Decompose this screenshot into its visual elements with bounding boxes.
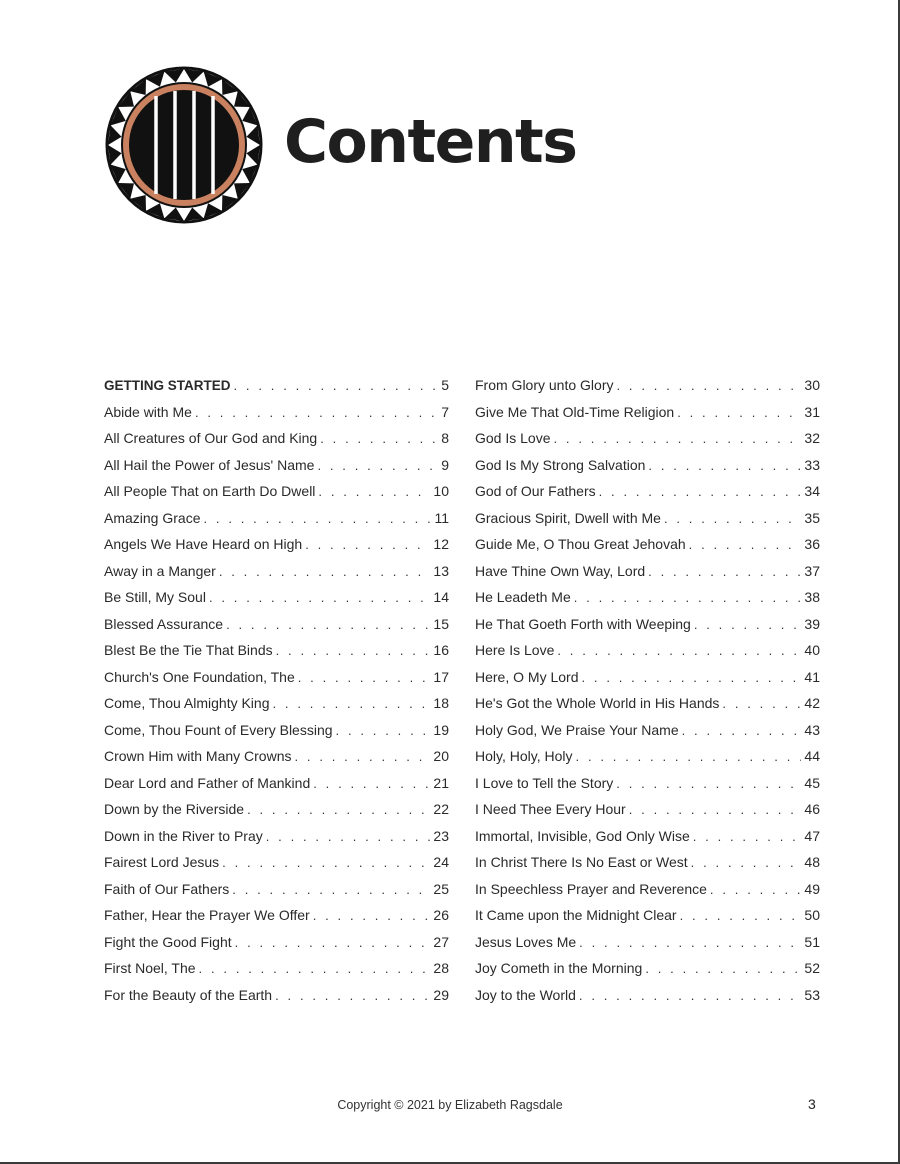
toc-entry-page: 21: [433, 774, 449, 791]
toc-entry[interactable]: [104, 690, 449, 717]
page-number: 3: [808, 1096, 816, 1112]
toc-entry-title: Joy to the World: [475, 986, 576, 1003]
toc-entry-page: 8: [441, 430, 449, 446]
toc-entry-page: 13: [433, 562, 449, 579]
toc-entry-title: He Leadeth Me: [475, 589, 571, 605]
toc-entry-title: Holy, Holy, Holy: [475, 748, 573, 764]
toc-entry[interactable]: [104, 372, 449, 399]
toc-entry[interactable]: [475, 531, 820, 558]
toc-entry-title: First Noel, The: [104, 960, 196, 976]
toc-entry-title: God Is Love: [475, 430, 551, 446]
toc-entry-title: Here, O My Lord: [475, 668, 579, 685]
guitar-soundhole-icon: [104, 66, 264, 224]
toc-entry[interactable]: [475, 425, 820, 452]
toc-entry-title: Father, Hear the Prayer We Offer: [104, 907, 310, 923]
dot-leader: [616, 771, 801, 798]
toc-entry-title: Amazing Grace: [104, 509, 201, 526]
toc-entry[interactable]: [104, 531, 449, 558]
toc-entry-page: 48: [804, 854, 820, 870]
toc-entry-title: GETTING STARTED: [104, 378, 231, 393]
toc-entry-page: 28: [433, 960, 449, 976]
page-title: Contents: [284, 107, 577, 177]
toc-entry-title: Down in the River to Pray: [104, 827, 263, 844]
toc-entry[interactable]: [475, 955, 820, 982]
toc-entry[interactable]: [475, 611, 820, 638]
toc-entry-page: 35: [804, 509, 820, 526]
dot-leader: [677, 400, 801, 427]
toc-entry[interactable]: [104, 876, 449, 903]
toc-entry-title: Fairest Lord Jesus: [104, 854, 220, 870]
toc-entry[interactable]: [104, 717, 449, 744]
toc-entry-title: In Speechless Prayer and Reverence: [475, 880, 707, 897]
toc-entry-title: Fight the Good Fight: [104, 933, 232, 950]
toc-entry-page: 29: [433, 986, 449, 1003]
toc-entry-page: 14: [433, 589, 449, 605]
toc-entry-page: 43: [804, 721, 820, 738]
toc-entry[interactable]: [475, 558, 820, 585]
toc-entry[interactable]: [475, 399, 820, 426]
toc-entry-title: In Christ There Is No East or West: [475, 854, 688, 870]
dot-leader: [232, 877, 430, 904]
toc-entry[interactable]: [475, 664, 820, 691]
dot-leader: [581, 665, 801, 692]
toc-entry-title: I Need Thee Every Hour: [475, 801, 626, 817]
toc-entry-page: 50: [804, 907, 820, 923]
dot-leader: [276, 638, 431, 665]
toc-entry[interactable]: [475, 770, 820, 797]
dot-leader: [247, 797, 430, 824]
toc-entry[interactable]: [104, 929, 449, 956]
toc-entry-title: He That Goeth Forth with Weeping: [475, 615, 691, 632]
toc-entry-page: 7: [441, 403, 449, 420]
dot-leader: [645, 956, 801, 983]
toc-entry[interactable]: [104, 452, 449, 479]
toc-entry-page: 46: [804, 801, 820, 817]
dot-leader: [554, 426, 802, 453]
toc-entry[interactable]: [475, 743, 820, 770]
dot-leader: [294, 744, 430, 771]
toc-entry-title: Abide with Me: [104, 403, 192, 420]
toc-entry-page: 16: [433, 642, 449, 658]
dot-leader: [313, 771, 430, 798]
toc-entry[interactable]: [104, 982, 449, 1009]
dot-leader: [579, 983, 802, 1010]
contents-column-right: [475, 372, 820, 1008]
toc-entry-title: Holy God, We Praise Your Name: [475, 721, 679, 738]
dot-leader: [576, 744, 802, 771]
dot-leader: [199, 956, 431, 983]
toc-entry-page: 15: [433, 615, 449, 632]
toc-entry[interactable]: [104, 902, 449, 929]
contents-column-left: [104, 372, 449, 1008]
toc-entry-page: 34: [804, 483, 820, 499]
dot-leader: [313, 903, 431, 930]
toc-entry[interactable]: [104, 584, 449, 611]
toc-entry-title: All Hail the Power of Jesus' Name: [104, 456, 315, 473]
toc-entry-title: I Love to Tell the Story: [475, 774, 614, 791]
toc-entry-title: For the Beauty of the Earth: [104, 986, 273, 1003]
toc-entry[interactable]: [104, 796, 449, 823]
toc-entry-page: 44: [804, 748, 820, 764]
toc-entry[interactable]: [104, 425, 449, 452]
dot-leader: [648, 559, 801, 586]
dot-leader: [298, 665, 431, 692]
toc-entry-title: Blest Be the Tie That Binds: [104, 642, 273, 658]
toc-entry-page: 24: [433, 854, 449, 870]
dot-leader: [336, 718, 431, 745]
toc-entry-page: 10: [433, 483, 449, 499]
toc-entry-page: 45: [804, 774, 820, 791]
toc-entry-page: 32: [804, 430, 820, 446]
toc-entry-title: Away in a Manger: [104, 562, 216, 579]
toc-entry-title: Be Still, My Soul: [104, 589, 206, 605]
toc-entry-title: Down by the Riverside: [104, 801, 245, 817]
toc-entry-page: 11: [434, 509, 449, 526]
dot-leader: [320, 426, 438, 453]
toc-entry-page: 5: [441, 377, 449, 393]
toc-entry-page: 18: [433, 695, 449, 711]
dot-leader: [694, 612, 802, 639]
toc-entry-page: 52: [804, 960, 820, 976]
dot-leader: [693, 824, 802, 851]
toc-entry-page: 31: [804, 403, 820, 420]
dot-leader: [629, 797, 802, 824]
toc-entry-title: It Came upon the Midnight Clear: [475, 907, 677, 923]
toc-entry-title: All Creatures of Our God and King: [104, 430, 318, 446]
toc-entry[interactable]: [475, 876, 820, 903]
toc-entry[interactable]: [475, 929, 820, 956]
toc-entry[interactable]: [104, 770, 449, 797]
toc-entry-title: Come, Thou Almighty King: [104, 695, 270, 711]
toc-entry-title: Jesus Loves Me: [475, 933, 577, 950]
toc-entry-page: 42: [804, 695, 820, 711]
dot-leader: [691, 850, 802, 877]
toc-entry-title: Give Me That Old-Time Religion: [475, 403, 675, 420]
dot-leader: [266, 824, 431, 851]
toc-entry-title: Crown Him with Many Crowns: [104, 748, 292, 764]
toc-entry[interactable]: [104, 558, 449, 585]
dot-leader: [722, 691, 801, 718]
dot-leader: [318, 479, 430, 506]
toc-entry[interactable]: [475, 452, 820, 479]
dot-leader: [616, 373, 801, 400]
toc-entry-page: 9: [441, 456, 449, 473]
dot-leader: [579, 930, 801, 957]
toc-entry-title: Have Thine Own Way, Lord: [475, 562, 646, 579]
dot-leader: [682, 718, 802, 745]
toc-entry[interactable]: [475, 823, 820, 850]
toc-entry-page: 39: [804, 615, 820, 632]
toc-entry[interactable]: [104, 849, 449, 876]
dot-leader: [234, 373, 439, 400]
toc-entry[interactable]: [475, 717, 820, 744]
dot-leader: [305, 532, 430, 559]
toc-entry-title: God Is My Strong Salvation: [475, 456, 646, 473]
dot-leader: [219, 559, 431, 586]
dot-leader: [195, 400, 438, 427]
toc-entry[interactable]: [475, 478, 820, 505]
toc-entry[interactable]: [475, 796, 820, 823]
dot-leader: [689, 532, 802, 559]
toc-entry[interactable]: [104, 505, 449, 532]
dot-leader: [275, 983, 430, 1010]
toc-entry-title: From Glory unto Glory: [475, 377, 614, 393]
dot-leader: [574, 585, 802, 612]
toc-entry-title: Faith of Our Fathers: [104, 880, 230, 897]
toc-entry[interactable]: [475, 902, 820, 929]
toc-entry[interactable]: [104, 478, 449, 505]
toc-entry-title: All People That on Earth Do Dwell: [104, 483, 316, 499]
toc-entry-page: 20: [433, 748, 449, 764]
toc-entry-title: Guide Me, O Thou Great Jehovah: [475, 536, 686, 552]
toc-entry-page: 27: [433, 933, 449, 950]
dot-leader: [557, 638, 801, 665]
dot-leader: [648, 453, 801, 480]
toc-entry-page: 47: [804, 827, 820, 844]
toc-entry-page: 33: [804, 456, 820, 473]
toc-entry[interactable]: [475, 372, 820, 399]
toc-entry[interactable]: [104, 637, 449, 664]
dot-leader: [235, 930, 431, 957]
dot-leader: [273, 691, 431, 718]
toc-entry[interactable]: [475, 849, 820, 876]
toc-entry-page: 36: [804, 536, 820, 552]
toc-entry-page: 19: [433, 721, 449, 738]
dot-leader: [226, 612, 430, 639]
toc-entry-title: Here Is Love: [475, 642, 555, 658]
dot-leader: [599, 479, 802, 506]
toc-entry-page: 25: [433, 880, 449, 897]
dot-leader: [664, 506, 801, 533]
toc-entry-page: 41: [804, 668, 820, 685]
toc-entry-page: 49: [804, 880, 820, 897]
toc-entry[interactable]: [104, 399, 449, 426]
toc-entry-page: 12: [433, 536, 449, 552]
dot-leader: [222, 850, 430, 877]
toc-entry-page: 22: [433, 801, 449, 817]
toc-entry-title: Church's One Foundation, The: [104, 668, 295, 685]
toc-entry-page: 17: [433, 668, 449, 685]
toc-entry-title: Joy Cometh in the Morning: [475, 960, 643, 976]
toc-entry-page: 51: [804, 933, 820, 950]
toc-entry-page: 37: [804, 562, 820, 579]
toc-entry[interactable]: [475, 505, 820, 532]
toc-entry-title: He's Got the Whole World in His Hands: [475, 695, 720, 711]
toc-entry-title: Angels We Have Heard on High: [104, 536, 303, 552]
toc-entry-title: Gracious Spirit, Dwell with Me: [475, 509, 661, 526]
toc-entry-page: 30: [804, 377, 820, 393]
toc-entry[interactable]: [104, 823, 449, 850]
toc-entry-page: 23: [433, 827, 449, 844]
toc-entry-page: 40: [804, 642, 820, 658]
toc-entry[interactable]: [475, 982, 820, 1009]
toc-entry[interactable]: [475, 637, 820, 664]
copyright-text: Copyright © 2021 by Elizabeth Ragsdale: [337, 1098, 563, 1112]
dot-leader: [203, 506, 431, 533]
toc-entry-title: Immortal, Invisible, God Only Wise: [475, 827, 690, 844]
toc-entry[interactable]: [104, 743, 449, 770]
toc-entry-title: God of Our Fathers: [475, 483, 596, 499]
toc-entry[interactable]: [104, 664, 449, 691]
dot-leader: [317, 453, 438, 480]
toc-entry-page: 26: [433, 907, 449, 923]
toc-entry-title: Come, Thou Fount of Every Blessing: [104, 721, 333, 738]
toc-entry-title: Blessed Assurance: [104, 615, 224, 632]
toc-entry-page: 53: [804, 986, 820, 1003]
toc-entry-title: Dear Lord and Father of Mankind: [104, 774, 311, 791]
dot-leader: [710, 877, 802, 904]
toc-entry[interactable]: [475, 690, 820, 717]
toc-entry[interactable]: [475, 584, 820, 611]
toc-entry-page: 38: [804, 589, 820, 605]
toc-entry[interactable]: [104, 611, 449, 638]
dot-leader: [209, 585, 430, 612]
dot-leader: [680, 903, 802, 930]
toc-entry[interactable]: [104, 955, 449, 982]
